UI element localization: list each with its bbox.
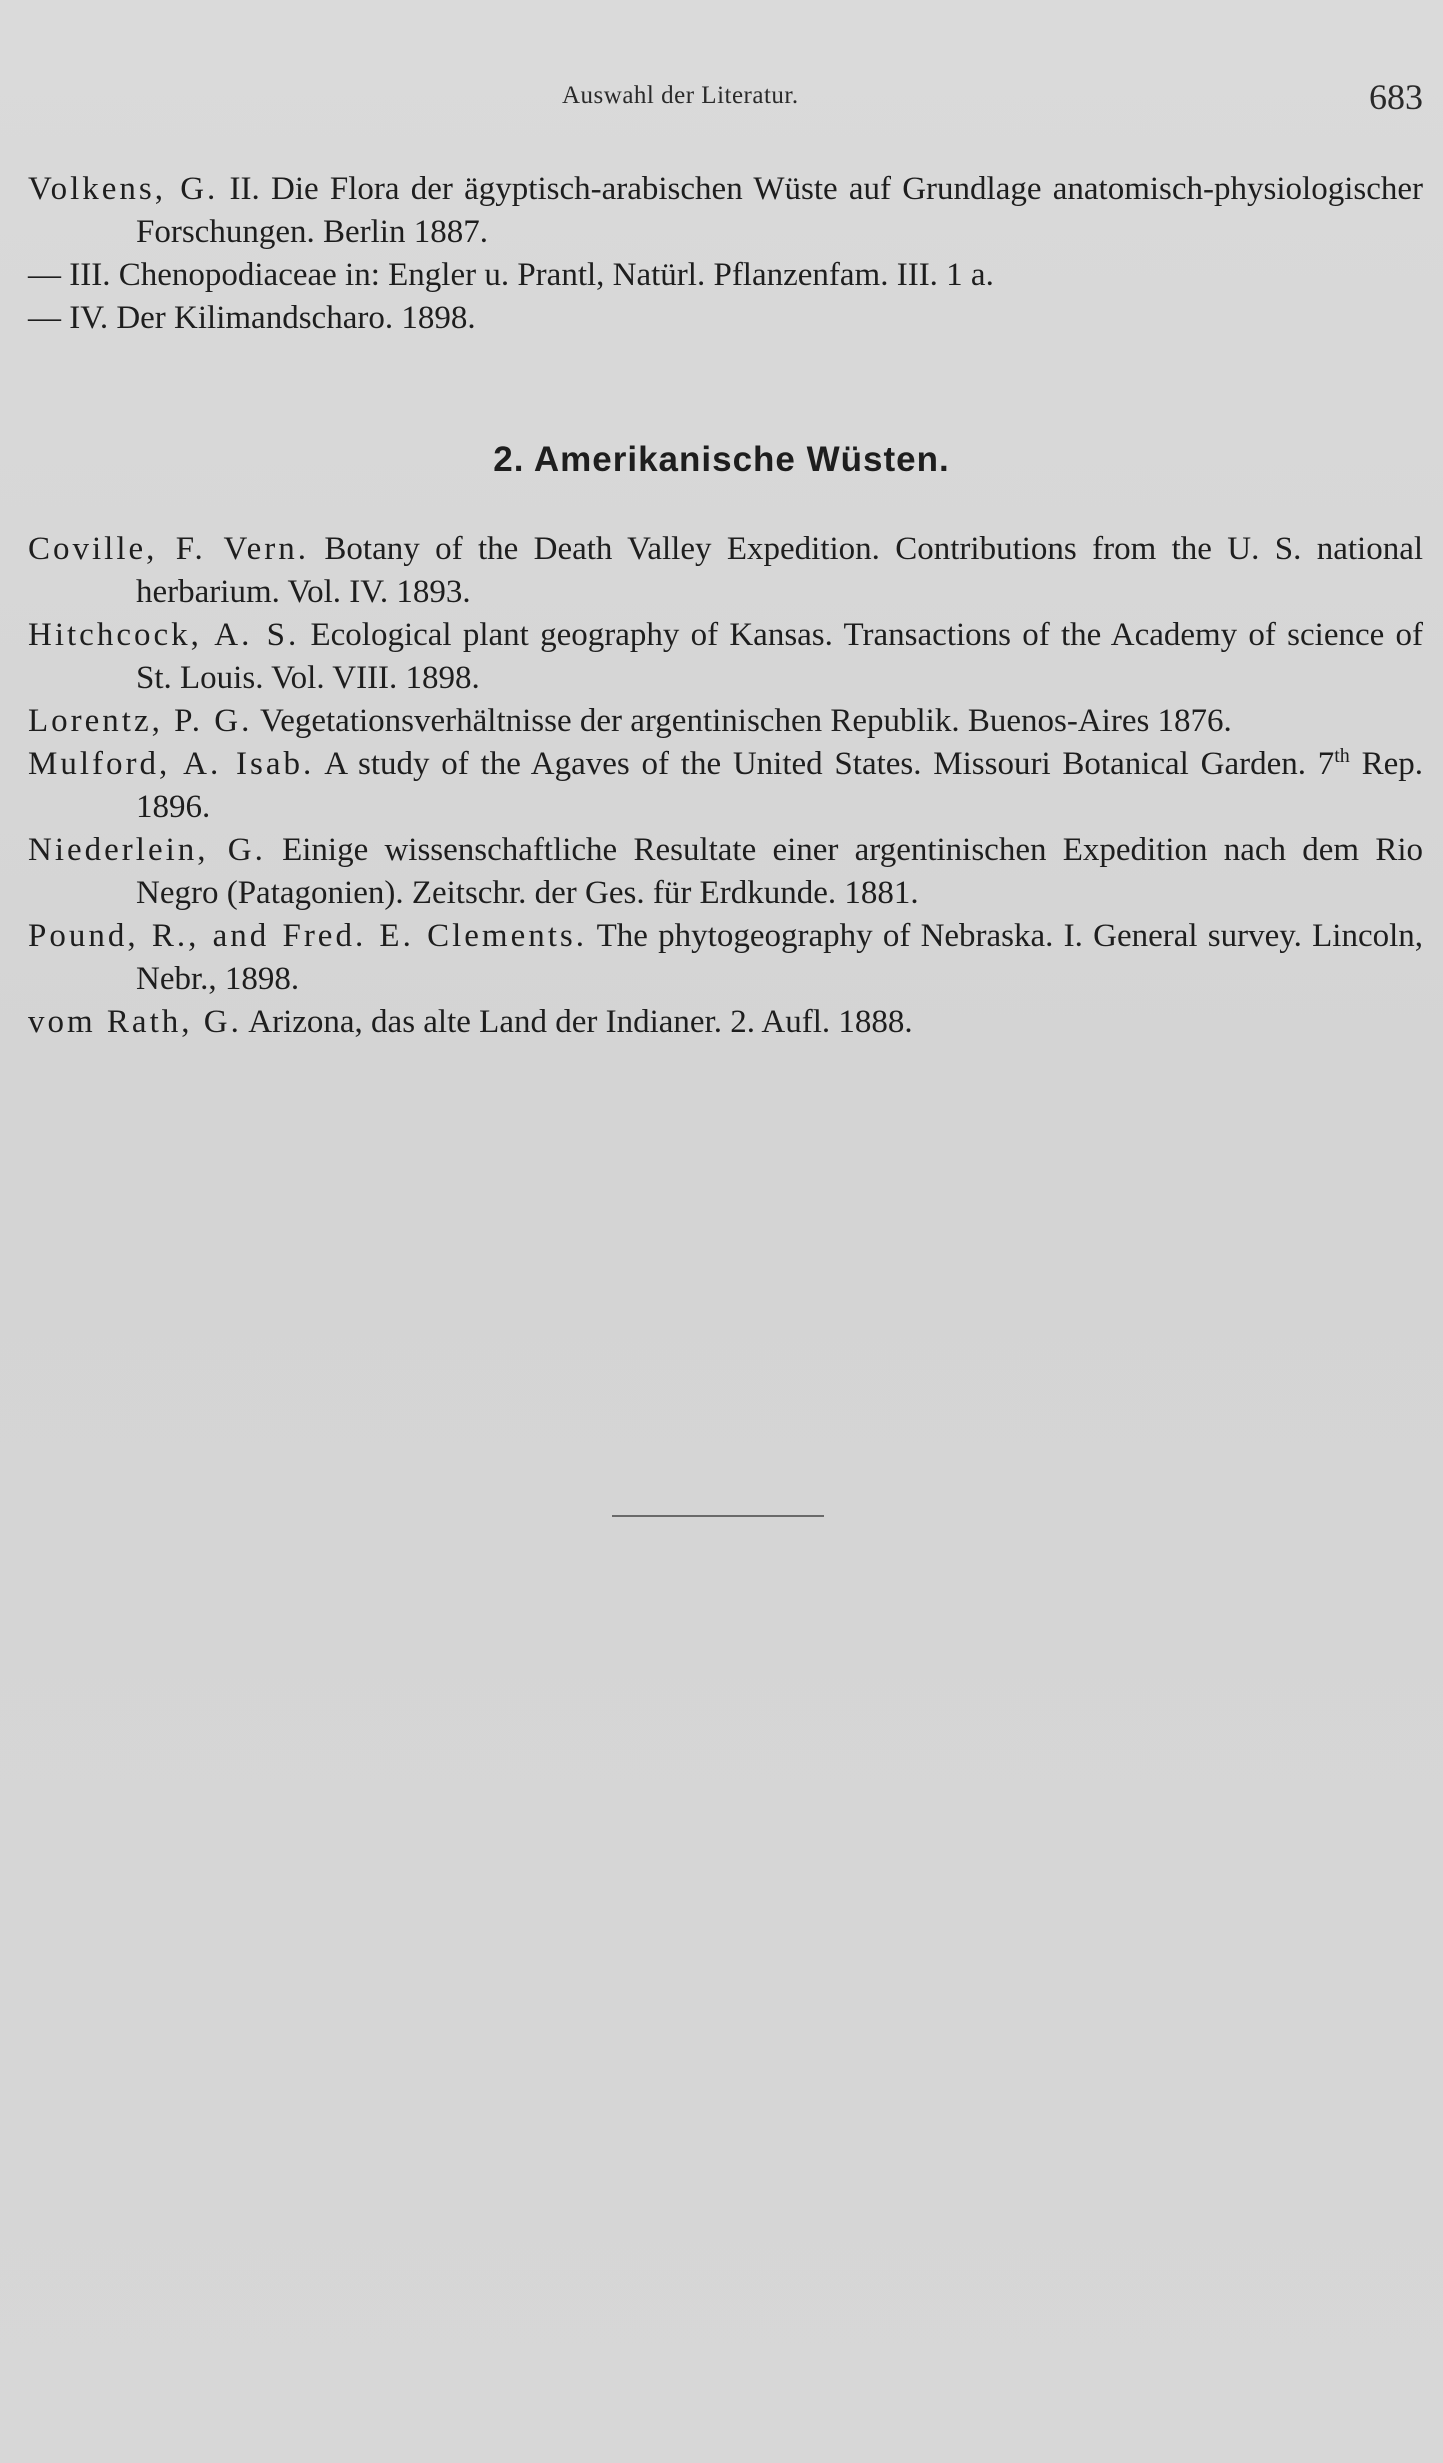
entry-text: II. Die Flora der ägyptisch-arabischen Wüste auf Grundlage anatomisch-physiologischer Forschungen. Berlin 1887. [136,171,1423,250]
entry-author: Coville, F. Vern. [28,531,310,567]
bibliography-entry [28,297,1423,340]
section-heading: 2. Amerikanische Wüsten. [493,440,950,479]
entry-text: Botany of the Death Valley Expedition. Contributions from the U. S. national herbarium. Vol. IV. 1893. [136,531,1424,610]
running-head [0,76,1443,116]
bibliography-entry [28,743,1423,829]
bibliography-entry [28,528,1423,614]
bibliography-section-2 [28,528,1423,1044]
bibliography-section-1 [28,168,1423,340]
bibliography-entry [28,915,1423,1001]
entry-author: Hitchcock, A. S. [28,617,300,653]
bibliography-entry [28,614,1423,700]
running-title: Auswahl der Literatur. [562,82,799,109]
entry-author: vom Rath, G. [28,1004,242,1040]
entry-text: The phytogeography of Nebraska. I. General survey. Lincoln, Nebr., 1898. [136,918,1424,997]
entry-author: Lorentz, P. G. [28,703,253,739]
entry-author: — IV. [28,300,109,336]
entry-author: — III. [28,257,111,293]
bibliography-entry [28,168,1423,254]
entry-text: Einige wissenschaftliche Resultate einer argentinischen Expedition nach dem Rio Negro (Patagonien). Zeitschr. der Ges. für Erdkunde. 1881. [136,832,1424,911]
page-number: 683 [1369,77,1423,117]
end-rule [612,1515,824,1517]
bibliography-entry [28,829,1423,915]
bibliography-entry [28,1001,1423,1044]
entry-text-after: Rep. 1896. [136,746,1423,825]
entry-text: Der Kilimandscharo. 1898. [116,300,476,336]
entry-text: Arizona, das alte Land der Indianer. 2. Aufl. 1888. [248,1004,913,1040]
entry-text: A study of the Agaves of the United States. Missouri Botanical Garden. 7 [324,746,1335,782]
entry-text: Chenopodiaceae in: Engler u. Prantl, Natürl. Pflanzenfam. III. 1 a. [118,257,994,293]
entry-author: Pound, R., and Fred. E. Clements. [28,918,587,954]
entry-author: Mulford, A. Isab. [28,746,315,782]
entry-text: Ecological plant geography of Kansas. Transactions of the Academy of science of St. Louis. Vol. VIII. 1898. [136,617,1423,696]
bibliography-entry [28,254,1423,297]
entry-author: Volkens, G. [28,171,219,207]
entry-author: Niederlein, G. [28,832,266,868]
entry-text: Vegetationsverhältnisse der argentinischen Republik. Buenos-Aires 1876. [260,703,1232,739]
entry-superscript: th [1334,745,1350,767]
bibliography-entry [28,700,1423,743]
